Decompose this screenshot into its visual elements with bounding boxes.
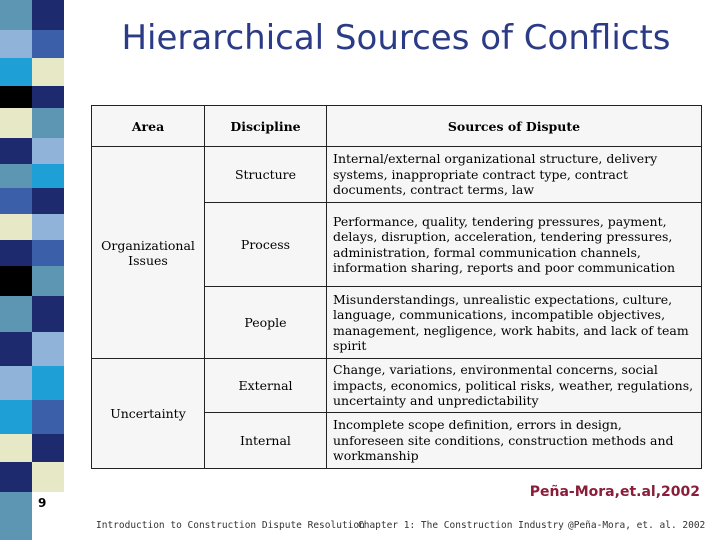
table-header-row <box>92 106 702 147</box>
slide-title: Hierarchical Sources of Conflicts <box>121 18 671 58</box>
discipline-cell: People <box>205 287 327 359</box>
footer-chapter: Chapter 1: The Construction Industry <box>358 520 564 531</box>
header-discipline: Discipline <box>205 106 327 147</box>
discipline-cell: Internal <box>205 413 327 469</box>
discipline-cell: External <box>205 359 327 413</box>
sources-cell: Change, variations, environmental concerns, social impacts, economics, political risks, weather, regulations, uncertainty and unpredictability <box>327 359 702 413</box>
area-cell: Uncertainty <box>92 359 205 469</box>
sources-cell: Misunderstandings, unrealistic expectations, culture, language, communications, incompatible objectives, management, negligence, work habits, and lack of team spirit <box>327 287 702 359</box>
table-row <box>92 147 702 203</box>
area-cell: Organizational Issues <box>92 147 205 359</box>
header-area: Area <box>92 106 205 147</box>
header-sources: Sources of Dispute <box>327 106 702 147</box>
discipline-cell: Structure <box>205 147 327 203</box>
decorative-color-stripe <box>0 0 64 540</box>
disputes-table-panel <box>91 105 701 469</box>
sources-cell: Performance, quality, tendering pressures, payment, delays, disruption, acceleration, tendering pressures, administration, formal communication channels, information sharing, reports and poor communication <box>327 203 702 287</box>
disputes-table <box>91 105 702 469</box>
footer-copyright: @Peña-Mora, et. al. 2002 <box>568 520 706 531</box>
footer-course-title: Introduction to Construction Dispute Resolution <box>96 520 365 531</box>
citation-credit: Peña-Mora,et.al,2002 <box>529 484 700 500</box>
sources-cell: Incomplete scope definition, errors in design, unforeseen site conditions, construction methods and workmanship <box>327 413 702 469</box>
page-number: 9 <box>38 496 47 510</box>
table-row <box>92 359 702 413</box>
sources-cell: Internal/external organizational structure, delivery systems, inappropriate contract type, contract documents, contract terms, law <box>327 147 702 203</box>
discipline-cell: Process <box>205 203 327 287</box>
